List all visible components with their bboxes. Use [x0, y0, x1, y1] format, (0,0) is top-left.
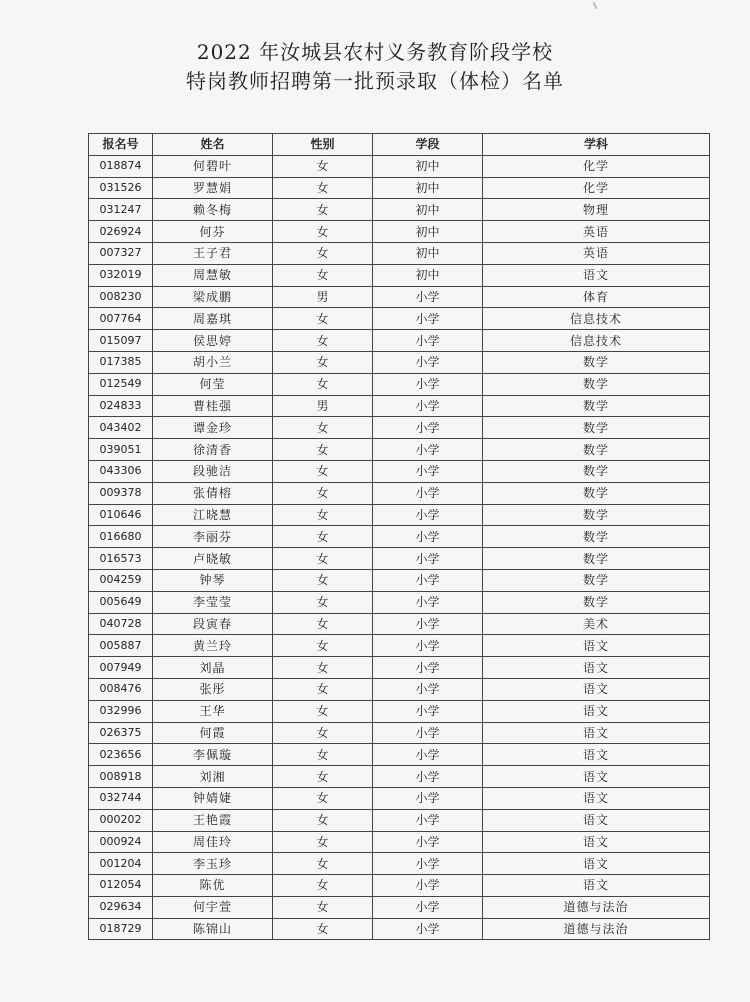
table-row: [89, 591, 710, 613]
cell-gender: 女: [273, 199, 373, 221]
cell-name: 何碧叶: [153, 155, 273, 177]
cell-school-level: 小学: [373, 766, 483, 788]
cell-name: 刘晶: [153, 657, 273, 679]
cell-school-level: 小学: [373, 918, 483, 940]
cell-name: 李莹莹: [153, 591, 273, 613]
cell-registration-no: 024833: [89, 395, 153, 417]
cell-gender: 女: [273, 221, 373, 243]
cell-name: 王华: [153, 700, 273, 722]
cell-name: 周慧敏: [153, 264, 273, 286]
cell-subject: 语文: [483, 875, 710, 897]
cell-school-level: 小学: [373, 330, 483, 352]
table-header-row: [89, 134, 710, 156]
cell-school-level: 小学: [373, 635, 483, 657]
cell-registration-no: 023656: [89, 744, 153, 766]
scan-speck: [593, 2, 598, 9]
cell-name: 张倩榕: [153, 482, 273, 504]
cell-subject: 道德与法治: [483, 918, 710, 940]
cell-registration-no: 018729: [89, 918, 153, 940]
cell-name: 何莹: [153, 373, 273, 395]
cell-name: 侯思婷: [153, 330, 273, 352]
cell-gender: 女: [273, 439, 373, 461]
cell-subject: 信息技术: [483, 330, 710, 352]
table-row: [89, 373, 710, 395]
cell-registration-no: 031526: [89, 177, 153, 199]
cell-registration-no: 005649: [89, 591, 153, 613]
table-row: [89, 330, 710, 352]
cell-registration-no: 043402: [89, 417, 153, 439]
cell-registration-no: 031247: [89, 199, 153, 221]
cell-gender: 女: [273, 831, 373, 853]
cell-gender: 女: [273, 744, 373, 766]
cell-subject: 数学: [483, 504, 710, 526]
cell-subject: 数学: [483, 351, 710, 373]
cell-subject: 语文: [483, 657, 710, 679]
cell-name: 谭金珍: [153, 417, 273, 439]
cell-subject: 语文: [483, 831, 710, 853]
header-gender: 性别: [273, 134, 373, 156]
cell-school-level: 小学: [373, 417, 483, 439]
table-row: [89, 221, 710, 243]
cell-school-level: 小学: [373, 482, 483, 504]
table-row: [89, 351, 710, 373]
table-row: [89, 744, 710, 766]
table-row: [89, 809, 710, 831]
cell-school-level: 小学: [373, 657, 483, 679]
cell-gender: 女: [273, 635, 373, 657]
cell-name: 陈锦山: [153, 918, 273, 940]
table-row: [89, 875, 710, 897]
cell-subject: 道德与法治: [483, 896, 710, 918]
cell-gender: 女: [273, 155, 373, 177]
cell-school-level: 小学: [373, 875, 483, 897]
cell-subject: 数学: [483, 482, 710, 504]
table-row: [89, 460, 710, 482]
cell-gender: 女: [273, 373, 373, 395]
cell-school-level: 小学: [373, 613, 483, 635]
table-row: [89, 896, 710, 918]
cell-gender: 女: [273, 569, 373, 591]
cell-registration-no: 012054: [89, 875, 153, 897]
cell-name: 卢晓敏: [153, 548, 273, 570]
cell-registration-no: 000202: [89, 809, 153, 831]
cell-subject: 数学: [483, 417, 710, 439]
cell-gender: 女: [273, 918, 373, 940]
cell-school-level: 小学: [373, 809, 483, 831]
cell-registration-no: 004259: [89, 569, 153, 591]
table-body: [89, 155, 710, 940]
cell-gender: 女: [273, 177, 373, 199]
table-row: [89, 700, 710, 722]
table-row: [89, 439, 710, 461]
cell-name: 徐清香: [153, 439, 273, 461]
table-row: [89, 766, 710, 788]
table-row: [89, 635, 710, 657]
cell-registration-no: 015097: [89, 330, 153, 352]
table-row: [89, 395, 710, 417]
cell-school-level: 小学: [373, 700, 483, 722]
cell-name: 何霞: [153, 722, 273, 744]
cell-school-level: 初中: [373, 177, 483, 199]
table-row: [89, 787, 710, 809]
cell-gender: 女: [273, 504, 373, 526]
cell-subject: 化学: [483, 155, 710, 177]
cell-subject: 语文: [483, 635, 710, 657]
table-row: [89, 242, 710, 264]
cell-name: 胡小兰: [153, 351, 273, 373]
cell-gender: 女: [273, 853, 373, 875]
table-row: [89, 482, 710, 504]
cell-school-level: 小学: [373, 591, 483, 613]
cell-name: 黄兰玲: [153, 635, 273, 657]
cell-gender: 女: [273, 460, 373, 482]
cell-subject: 英语: [483, 221, 710, 243]
cell-name: 何芬: [153, 221, 273, 243]
cell-gender: 女: [273, 308, 373, 330]
cell-school-level: 初中: [373, 155, 483, 177]
cell-registration-no: 001204: [89, 853, 153, 875]
cell-registration-no: 012549: [89, 373, 153, 395]
cell-subject: 英语: [483, 242, 710, 264]
cell-gender: 女: [273, 591, 373, 613]
cell-registration-no: 016680: [89, 526, 153, 548]
cell-name: 王子君: [153, 242, 273, 264]
cell-gender: 女: [273, 417, 373, 439]
cell-subject: 数学: [483, 569, 710, 591]
cell-registration-no: 032996: [89, 700, 153, 722]
cell-gender: 男: [273, 286, 373, 308]
table-row: [89, 613, 710, 635]
cell-subject: 体育: [483, 286, 710, 308]
cell-gender: 女: [273, 700, 373, 722]
cell-name: 张彤: [153, 678, 273, 700]
table-row: [89, 831, 710, 853]
cell-gender: 女: [273, 809, 373, 831]
cell-subject: 数学: [483, 591, 710, 613]
cell-name: 段驰洁: [153, 460, 273, 482]
table-row: [89, 548, 710, 570]
admission-table: [88, 133, 710, 940]
cell-gender: 女: [273, 657, 373, 679]
cell-school-level: 小学: [373, 351, 483, 373]
cell-subject: 数学: [483, 395, 710, 417]
cell-registration-no: 007949: [89, 657, 153, 679]
cell-name: 李佩璇: [153, 744, 273, 766]
cell-registration-no: 007764: [89, 308, 153, 330]
cell-gender: 女: [273, 264, 373, 286]
cell-gender: 女: [273, 548, 373, 570]
cell-name: 段寅春: [153, 613, 273, 635]
cell-school-level: 小学: [373, 308, 483, 330]
cell-school-level: 初中: [373, 242, 483, 264]
cell-school-level: 小学: [373, 787, 483, 809]
cell-name: 梁成鹏: [153, 286, 273, 308]
cell-subject: 数学: [483, 526, 710, 548]
table-row: [89, 264, 710, 286]
cell-school-level: 小学: [373, 504, 483, 526]
cell-school-level: 小学: [373, 831, 483, 853]
cell-name: 周嘉琪: [153, 308, 273, 330]
cell-subject: 化学: [483, 177, 710, 199]
cell-subject: 信息技术: [483, 308, 710, 330]
cell-subject: 物理: [483, 199, 710, 221]
cell-name: 罗慧娟: [153, 177, 273, 199]
cell-school-level: 小学: [373, 460, 483, 482]
cell-registration-no: 007327: [89, 242, 153, 264]
cell-subject: 数学: [483, 439, 710, 461]
cell-subject: 语文: [483, 787, 710, 809]
cell-registration-no: 017385: [89, 351, 153, 373]
cell-registration-no: 029634: [89, 896, 153, 918]
table-row: [89, 155, 710, 177]
cell-subject: 语文: [483, 700, 710, 722]
cell-school-level: 小学: [373, 286, 483, 308]
cell-subject: 数学: [483, 548, 710, 570]
cell-registration-no: 005887: [89, 635, 153, 657]
cell-school-level: 小学: [373, 439, 483, 461]
cell-name: 江晓慧: [153, 504, 273, 526]
header-subject: 学科: [483, 134, 710, 156]
cell-school-level: 小学: [373, 678, 483, 700]
table-row: [89, 678, 710, 700]
title-line-1: 2022 年汝城县农村义务教育阶段学校: [196, 40, 554, 64]
cell-registration-no: 043306: [89, 460, 153, 482]
cell-gender: 女: [273, 787, 373, 809]
cell-registration-no: 010646: [89, 504, 153, 526]
table-row: [89, 853, 710, 875]
cell-registration-no: 040728: [89, 613, 153, 635]
cell-subject: 语文: [483, 766, 710, 788]
table-row: [89, 504, 710, 526]
cell-school-level: 小学: [373, 373, 483, 395]
cell-gender: 女: [273, 722, 373, 744]
cell-gender: 女: [273, 678, 373, 700]
cell-school-level: 初中: [373, 199, 483, 221]
cell-school-level: 小学: [373, 569, 483, 591]
cell-name: 陈优: [153, 875, 273, 897]
cell-school-level: 小学: [373, 722, 483, 744]
table-row: [89, 918, 710, 940]
table-row: [89, 308, 710, 330]
cell-registration-no: 008918: [89, 766, 153, 788]
table-header: [89, 134, 710, 156]
table-row: [89, 417, 710, 439]
cell-registration-no: 032744: [89, 787, 153, 809]
cell-subject: 语文: [483, 744, 710, 766]
cell-name: 钟婧婕: [153, 787, 273, 809]
cell-gender: 女: [273, 351, 373, 373]
cell-name: 曹桂强: [153, 395, 273, 417]
cell-name: 李丽芬: [153, 526, 273, 548]
cell-subject: 语文: [483, 809, 710, 831]
cell-registration-no: 026924: [89, 221, 153, 243]
table-row: [89, 722, 710, 744]
table-row: [89, 199, 710, 221]
table-row: [89, 526, 710, 548]
cell-gender: 女: [273, 896, 373, 918]
cell-school-level: 初中: [373, 221, 483, 243]
cell-name: 王艳霞: [153, 809, 273, 831]
cell-subject: 语文: [483, 264, 710, 286]
cell-subject: 语文: [483, 853, 710, 875]
cell-registration-no: 039051: [89, 439, 153, 461]
cell-subject: 语文: [483, 678, 710, 700]
header-registration-no: 报名号: [89, 134, 153, 156]
cell-gender: 女: [273, 766, 373, 788]
cell-registration-no: 026375: [89, 722, 153, 744]
cell-name: 何宇萱: [153, 896, 273, 918]
cell-registration-no: 018874: [89, 155, 153, 177]
cell-school-level: 小学: [373, 896, 483, 918]
table-row: [89, 177, 710, 199]
title-line-2: 特岗教师招聘第一批预录取（体检）名单: [186, 69, 564, 93]
cell-gender: 女: [273, 330, 373, 352]
table-row: [89, 286, 710, 308]
cell-school-level: 小学: [373, 526, 483, 548]
header-name: 姓名: [153, 134, 273, 156]
cell-gender: 女: [273, 875, 373, 897]
cell-gender: 男: [273, 395, 373, 417]
table-row: [89, 569, 710, 591]
cell-subject: 美术: [483, 613, 710, 635]
cell-gender: 女: [273, 526, 373, 548]
cell-gender: 女: [273, 613, 373, 635]
cell-subject: 数学: [483, 460, 710, 482]
cell-name: 李玉珍: [153, 853, 273, 875]
cell-school-level: 小学: [373, 395, 483, 417]
cell-name: 钟琴: [153, 569, 273, 591]
cell-registration-no: 008476: [89, 678, 153, 700]
cell-school-level: 初中: [373, 264, 483, 286]
cell-registration-no: 000924: [89, 831, 153, 853]
document-title: [0, 38, 750, 96]
table-row: [89, 657, 710, 679]
cell-gender: 女: [273, 482, 373, 504]
cell-registration-no: 016573: [89, 548, 153, 570]
cell-registration-no: 032019: [89, 264, 153, 286]
cell-name: 刘湘: [153, 766, 273, 788]
cell-gender: 女: [273, 242, 373, 264]
cell-name: 周佳玲: [153, 831, 273, 853]
cell-subject: 数学: [483, 373, 710, 395]
cell-school-level: 小学: [373, 853, 483, 875]
cell-school-level: 小学: [373, 744, 483, 766]
header-school-level: 学段: [373, 134, 483, 156]
cell-subject: 语文: [483, 722, 710, 744]
cell-school-level: 小学: [373, 548, 483, 570]
cell-name: 赖冬梅: [153, 199, 273, 221]
cell-registration-no: 009378: [89, 482, 153, 504]
cell-registration-no: 008230: [89, 286, 153, 308]
